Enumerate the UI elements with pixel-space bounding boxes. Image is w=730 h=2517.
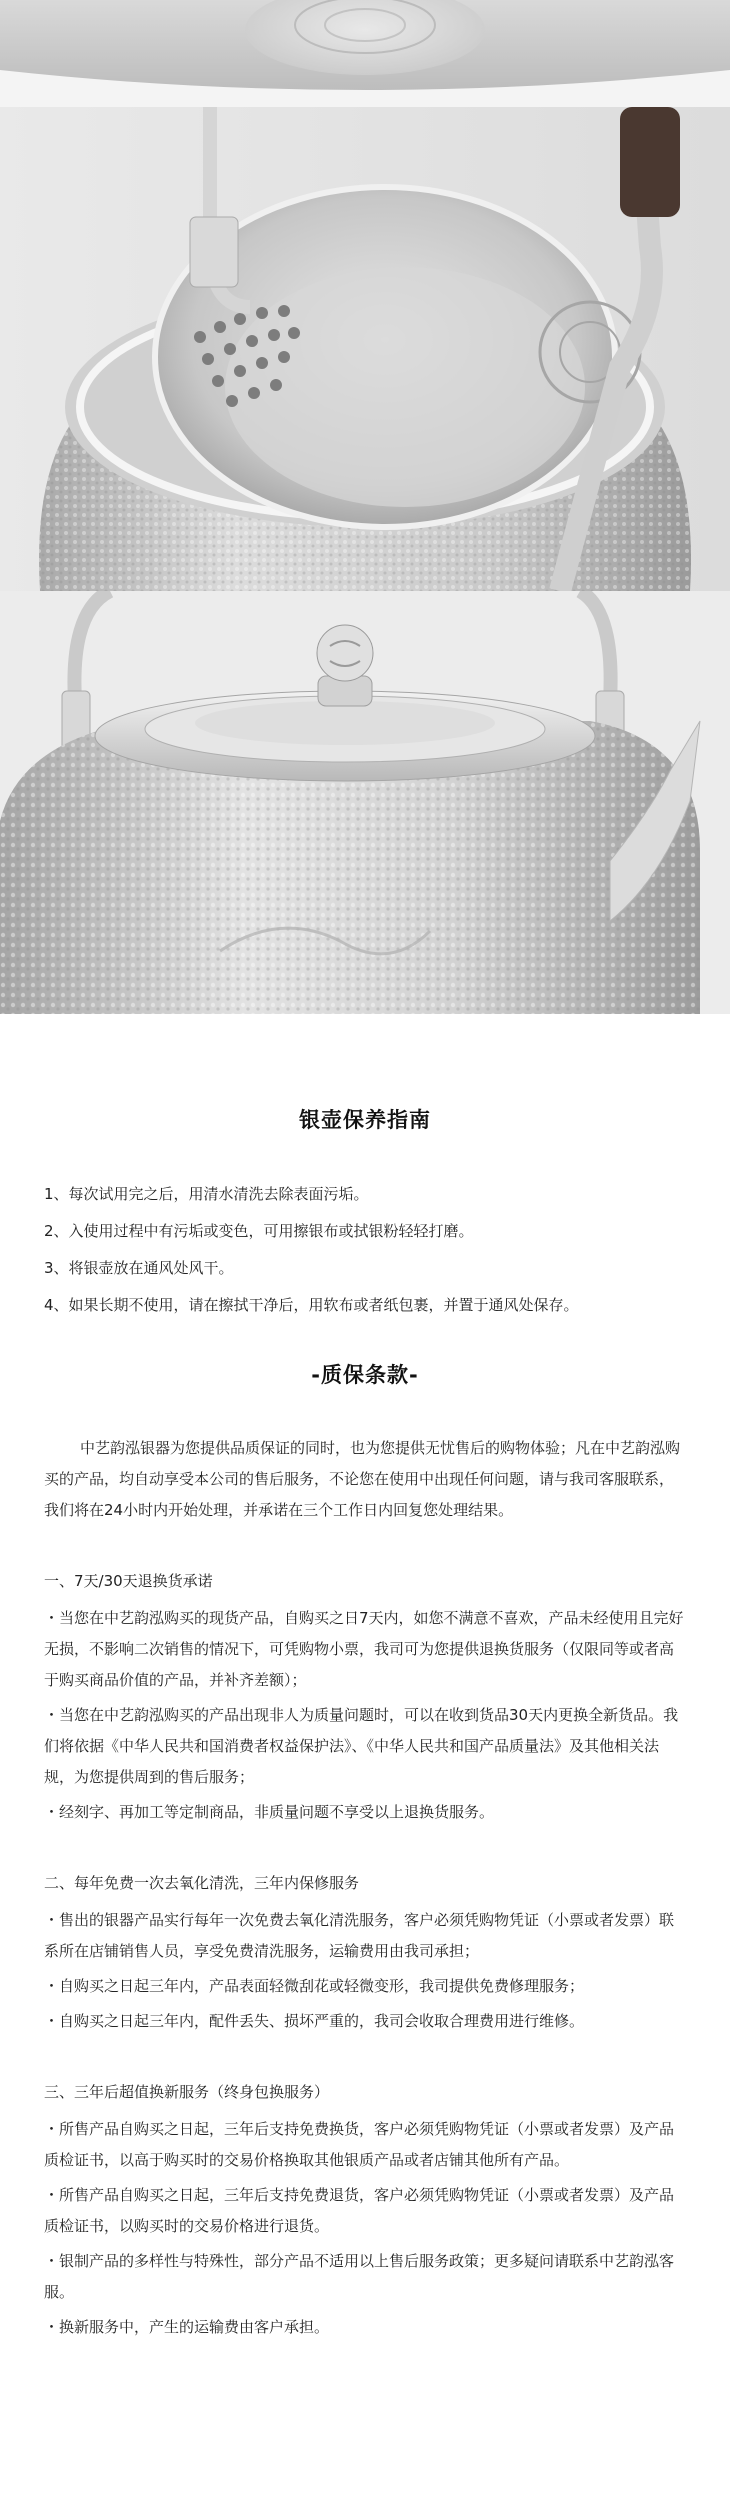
care-guide-item: 2、入使用过程中有污垢或变色，可用擦银布或拭银粉轻轻打磨。	[44, 1222, 474, 1240]
kettle-side-photo	[0, 591, 730, 1014]
care-guide-item: 4、如果长期不使用，请在擦拭干净后，用软布或者纸包裹，并置于通风处保存。	[44, 1296, 579, 1314]
care-guide-item: 3、将银壶放在通风处风干。	[44, 1259, 234, 1277]
warranty-section-cleaning	[44, 1868, 686, 2037]
care-guide-item: 1、每次试用完之后，用清水清洗去除表面污垢。	[44, 1185, 369, 1203]
warranty-section-exchange	[44, 2077, 686, 2343]
warranty-item: ・当您在中艺韵泓购买的产品出现非人为质量问题时，可以在收到货品30天内更换全新货品。我们将依据《中华人民共和国消费者权益保护法》、《中华人民共和国产品质量法》及其他相关法规，为您提供周到的售后服务；	[44, 1706, 679, 1786]
warranty-title: -质保条款-	[311, 1363, 419, 1387]
warranty-item: ・所售产品自购买之日起，三年后支持免费换货，客户必须凭购物凭证（小票或者发票）及产品质检证书，以高于购买时的交易价格换取其他银质产品或者店铺其他所有产品。	[44, 2120, 675, 2169]
warranty-item: ・售出的银器产品实行每年一次免费去氧化清洗服务，客户必须凭购物凭证（小票或者发票）联系所在店铺销售人员，享受免费清洗服务，运输费用由我司承担；	[44, 1911, 675, 1960]
warranty-section-title: 二、每年免费一次去氧化清洗，三年内保修服务	[44, 1874, 360, 1892]
warranty-item: ・换新服务中，产生的运输费由客户承担。	[44, 2318, 330, 2336]
warranty-item: ・经刻字、再加工等定制商品，非质量问题不享受以上退换货服务。	[44, 1803, 495, 1821]
care-guide-section	[0, 1014, 730, 2343]
warranty-section-title: 三、三年后超值换新服务（终身包换服务）	[44, 2083, 330, 2101]
kettle-interior-photo	[0, 107, 730, 591]
warranty-item: ・当您在中艺韵泓购买的现货产品，自购买之日7天内，如您不满意不喜欢，产品未经使用且完好无损，不影响二次销售的情况下，可凭购物小票，我司可为您提供退换货服务（仅限同等或者高于购买商品价值的产品，并补齐差额）；	[44, 1609, 684, 1689]
warranty-section-title: 一、7天/30天退换货承诺	[44, 1572, 213, 1590]
warranty-section-return	[44, 1566, 686, 1828]
care-guide-list	[44, 1180, 730, 1319]
warranty-intro: 中艺韵泓银器为您提供品质保证的同时，也为您提供无忧售后的购物体验；凡在中艺韵泓购买的产品，均自动享受本公司的售后服务，不论您在使用中出现任何问题，请与我司客服联系，我们将在24小时内开始处理，并承诺在三个工作日内回复您处理结果。	[44, 1439, 681, 1519]
warranty-item: ・自购买之日起三年内，产品表面轻微刮花或轻微变形，我司提供免费修理服务；	[44, 1977, 585, 1995]
warranty-item: ・银制产品的多样性与特殊性，部分产品不适用以上售后服务政策；更多疑问请联系中艺韵泓客服。	[44, 2252, 675, 2301]
warranty-item: ・所售产品自购买之日起，三年后支持免费退货，客户必须凭购物凭证（小票或者发票）及产品质检证书，以购买时的交易价格进行退货。	[44, 2186, 675, 2235]
care-guide-title: 银壶保养指南	[299, 1108, 431, 1132]
warranty-item: ・自购买之日起三年内，配件丢失、损坏严重的，我司会收取合理费用进行维修。	[44, 2012, 585, 2030]
silver-bowl-photo	[0, 0, 730, 107]
